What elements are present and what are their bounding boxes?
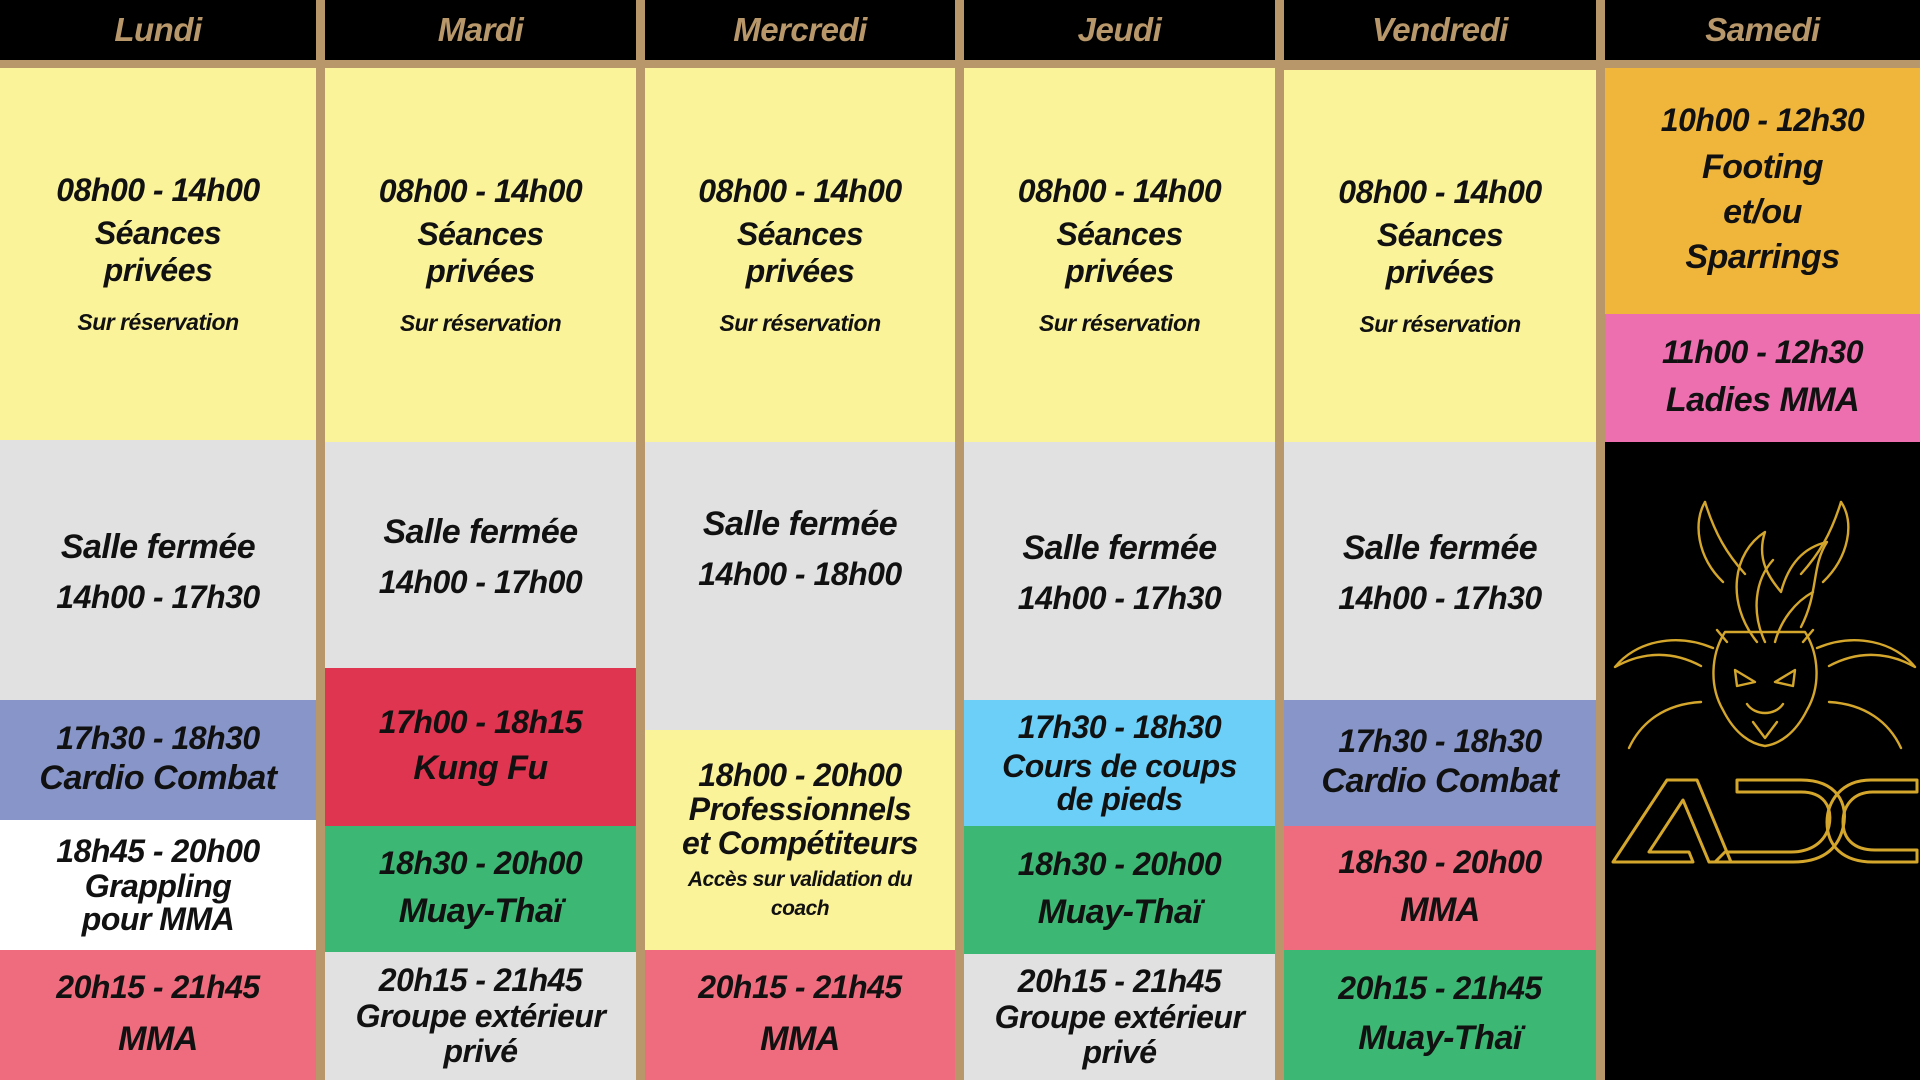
slot-title: Muay-Thaï bbox=[1037, 893, 1202, 932]
closed-block bbox=[1284, 442, 1596, 700]
slot-time: 08h00 - 14h00 bbox=[1017, 173, 1222, 210]
slot-note: Sur réservation bbox=[399, 309, 562, 336]
slot-time: 17h30 - 18h30 bbox=[1017, 709, 1222, 745]
column-vendredi bbox=[1284, 0, 1596, 1080]
slot-title: Séances privées bbox=[417, 216, 544, 289]
slot-time: 20h15 - 21h45 bbox=[56, 968, 260, 1005]
slot-title: Grappling pour MMA bbox=[81, 867, 235, 938]
slot-time: 08h00 - 14h00 bbox=[56, 172, 260, 209]
slot-title: Salle fermée bbox=[1022, 528, 1217, 567]
class-block-ladies-mma[interactable] bbox=[1605, 314, 1920, 442]
logo-panel bbox=[1605, 442, 1920, 1080]
slot-time: 14h00 - 17h30 bbox=[1017, 579, 1222, 616]
slot-title: MMA bbox=[1400, 891, 1480, 930]
slot-time: 08h00 - 14h00 bbox=[1338, 174, 1542, 211]
class-block-mma[interactable] bbox=[1284, 826, 1596, 950]
private-session-block[interactable] bbox=[1284, 70, 1596, 442]
column-mardi bbox=[325, 0, 636, 1080]
slot-title: Séances privées bbox=[1056, 216, 1183, 289]
slot-title: Cardio Combat bbox=[1321, 762, 1559, 801]
slot-title: Salle fermée bbox=[60, 527, 256, 566]
column-jeudi bbox=[964, 0, 1275, 1080]
slot-title: Groupe extérieur privé bbox=[355, 998, 606, 1070]
slot-time: 20h15 - 21h45 bbox=[378, 962, 583, 999]
slot-title: Cardio Combat bbox=[39, 759, 277, 798]
class-block-private-group[interactable] bbox=[325, 952, 636, 1080]
slot-time: 18h00 - 20h00 bbox=[698, 756, 902, 793]
column-mercredi bbox=[645, 0, 955, 1080]
class-block-grappling[interactable] bbox=[0, 820, 316, 950]
slot-title: Salle fermée bbox=[383, 512, 578, 551]
private-session-block[interactable] bbox=[325, 68, 636, 442]
slot-note: Sur réservation bbox=[719, 309, 881, 336]
day-header-mercredi: Mercredi bbox=[645, 0, 955, 60]
slot-time: 18h30 - 20h00 bbox=[1338, 843, 1542, 880]
slot-title: MMA bbox=[118, 1020, 198, 1059]
dragon-head-icon bbox=[1605, 442, 1920, 1080]
closed-block bbox=[645, 442, 955, 730]
closed-block bbox=[325, 442, 636, 668]
class-block-cardio-combat[interactable] bbox=[0, 700, 316, 820]
slot-time: 08h00 - 14h00 bbox=[698, 173, 902, 210]
class-block-cardio-combat[interactable] bbox=[1284, 700, 1596, 826]
slot-time: 18h30 - 20h00 bbox=[1017, 845, 1222, 882]
slot-title: Muay-Thaï bbox=[1358, 1019, 1522, 1058]
slot-title: Kung Fu bbox=[413, 749, 548, 788]
slot-title: Professionnels et Compétiteurs bbox=[681, 791, 919, 861]
slot-time: 18h30 - 20h00 bbox=[378, 844, 583, 881]
slot-title: Groupe extérieur privé bbox=[994, 999, 1245, 1071]
slot-time: 08h00 - 14h00 bbox=[378, 173, 583, 210]
class-block-muay-thai[interactable] bbox=[1284, 950, 1596, 1080]
slot-time: 10h00 - 12h30 bbox=[1660, 102, 1865, 139]
slot-time: 17h30 - 18h30 bbox=[56, 719, 260, 756]
slot-title: Salle fermée bbox=[1342, 528, 1538, 567]
slot-note: Sur réservation bbox=[1038, 309, 1201, 336]
day-header-samedi: Samedi bbox=[1605, 0, 1920, 60]
closed-block bbox=[0, 440, 316, 700]
slot-time: 20h15 - 21h45 bbox=[698, 968, 902, 1005]
slot-time: 11h00 - 12h30 bbox=[1661, 333, 1864, 370]
class-block-mma[interactable] bbox=[0, 950, 316, 1080]
slot-time: 14h00 - 17h00 bbox=[378, 563, 583, 600]
slot-time: 17h30 - 18h30 bbox=[1338, 722, 1542, 759]
class-block-kung-fu[interactable] bbox=[325, 668, 636, 826]
class-block-pros-competitors[interactable] bbox=[645, 730, 955, 950]
day-header-jeudi: Jeudi bbox=[964, 0, 1275, 60]
slot-time: 20h15 - 21h45 bbox=[1338, 969, 1542, 1006]
slot-title: Salle fermée bbox=[702, 505, 898, 543]
class-block-muay-thai[interactable] bbox=[964, 826, 1275, 954]
private-session-block[interactable] bbox=[645, 68, 955, 442]
slot-time: 14h00 - 18h00 bbox=[698, 556, 902, 593]
class-block-kicks[interactable] bbox=[964, 700, 1275, 826]
private-session-block[interactable] bbox=[0, 68, 316, 440]
slot-note: Sur réservation bbox=[1359, 310, 1521, 337]
slot-time: 20h15 - 21h45 bbox=[1017, 963, 1222, 1000]
slot-title: Footing et/ou Sparrings bbox=[1685, 148, 1840, 276]
slot-title: MMA bbox=[760, 1020, 840, 1059]
slot-title: Cours de coups de pieds bbox=[1002, 747, 1237, 818]
slot-title: Séances privées bbox=[1376, 217, 1504, 290]
slot-title: Muay-Thaï bbox=[398, 892, 563, 931]
slot-title: Ladies MMA bbox=[1665, 381, 1860, 420]
slot-time: 14h00 - 17h30 bbox=[1338, 579, 1542, 616]
slot-time: 14h00 - 17h30 bbox=[56, 578, 260, 615]
day-header-mardi: Mardi bbox=[325, 0, 636, 60]
class-block-footing-sparrings[interactable] bbox=[1605, 68, 1920, 314]
class-block-muay-thai[interactable] bbox=[325, 826, 636, 952]
day-header-lundi: Lundi bbox=[0, 0, 316, 60]
day-header-vendredi: Vendredi bbox=[1284, 0, 1596, 60]
column-samedi bbox=[1605, 0, 1920, 1080]
slot-note: Sur réservation bbox=[77, 308, 239, 335]
column-lundi bbox=[0, 0, 316, 1080]
private-session-block[interactable] bbox=[964, 68, 1275, 442]
closed-block bbox=[964, 442, 1275, 700]
class-block-private-group[interactable] bbox=[964, 954, 1275, 1080]
slot-note: Accès sur validation du coach bbox=[687, 867, 913, 920]
class-block-mma[interactable] bbox=[645, 950, 955, 1080]
slot-time: 18h45 - 20h00 bbox=[56, 833, 260, 869]
slot-time: 17h00 - 18h15 bbox=[378, 703, 583, 740]
slot-title: Séances privées bbox=[94, 215, 222, 288]
slot-title: Séances privées bbox=[736, 216, 864, 289]
